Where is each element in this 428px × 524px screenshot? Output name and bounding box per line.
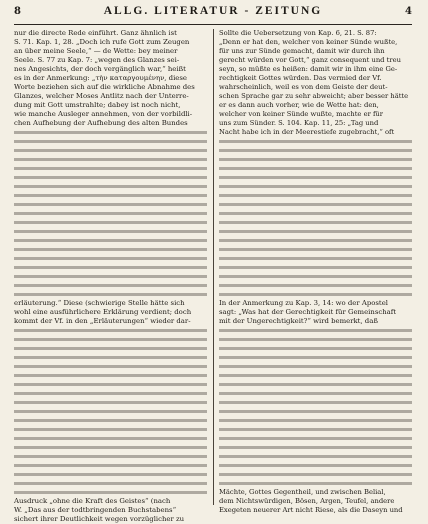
text-line: mit der Ungerechtigkeit?“ wird bemerkt, daß [219, 317, 378, 325]
dense-text-block [14, 128, 207, 299]
text-line: rechtigkeit Gottes würden. Das vermied der Vf. [219, 74, 382, 82]
page-header [14, 5, 412, 21]
running-title: ALLG. LITERATUR - ZEITUNG [103, 5, 323, 17]
text-line: S. 71. Kap. 1, 28. „Doch ich rufe Gott zum Zeugen [14, 38, 190, 46]
text-line: für uns zur Sünde gemacht, damit wir durch ihn [219, 47, 385, 55]
left-column-bottom-text [14, 497, 207, 524]
text-line: gerecht würden vor Gott,“ ganz consequent und treu [219, 56, 401, 64]
text-line: Exegeten neuerer Art nicht Riese, als die Daseyn und [219, 506, 403, 514]
text-line: Seele. S. 77 zu Kap. 7: „wegen des Glanzes sei- [14, 56, 180, 64]
text-line: In der Anmerkung zu Kap. 3, 14: wo der Apostel [219, 299, 388, 307]
dense-text-block [14, 326, 207, 497]
text-line: Sollte die Uebersetzung von Kap. 6, 21. S. 87: [219, 29, 377, 37]
left-column [14, 29, 207, 523]
page-number-left: 8 [14, 6, 21, 17]
right-column-bottom-text [219, 488, 412, 515]
text-line: Glanzes, welcher Moses Antlitz nach der Unterre- [14, 92, 189, 100]
header-divider [14, 24, 412, 25]
text-line: wahrscheinlich, weil es von dem Geiste der deut- [219, 83, 388, 91]
right-column-middle-text [219, 299, 412, 326]
left-column-top-text [14, 29, 207, 128]
dense-text-block [219, 137, 412, 299]
right-column-top-text [219, 29, 412, 137]
text-line: an über meine Seele,“ — de Wette: bey meiner [14, 47, 178, 55]
text-line: wie manche Ausleger annehmen, von der vorbildli- [14, 110, 193, 118]
text-line: dung mit Gott umstrahlte; dabey ist noch nicht, [14, 101, 181, 109]
text-line: sichert ihrer Deutlichkeit wegen vorzüglicher zu [14, 515, 185, 523]
left-column-middle-text [14, 299, 207, 326]
text-line: sagt: „Was hat der Gerechtigkeit für Gemeinschaft [219, 308, 397, 316]
text-line: Mächte, Gottes Gegentheil, und zwischen Belial, [219, 488, 386, 496]
page-number-right: 4 [405, 6, 412, 17]
two-column-body [14, 29, 412, 523]
text-line: „Denn er hat den, welcher von keiner Sünde wußte, [219, 38, 398, 46]
text-line: nes Angesichts, der doch vergänglich war,“ heißt [14, 65, 186, 73]
dense-text-block [219, 326, 412, 488]
text-line: er es dann auch vorher, wie de Wette hat: den, [219, 101, 379, 109]
text-line: nur die directe Rede einführt. Ganz ähnlich ist [14, 29, 177, 37]
text-line: Ausdruck „ohne die Kraft des Geistes“ (nach [14, 497, 171, 505]
text-line: Worte beziehen sich auf die wirkliche Abnahme des [14, 83, 195, 91]
column-divider [213, 29, 214, 505]
text-line: W. „Das aus der todtbringenden Buchstabens“ [14, 506, 177, 514]
text-line: erläuterung.“ Diese (schwierige Stelle hätte sich [14, 299, 185, 307]
text-line: seyn, so müßte es heißen: damit wir in ihm eine Ge- [219, 65, 398, 73]
text-line: schen Sprache gar zu sehr abweicht; aber besser hätte [219, 92, 409, 100]
text-line: wohl eine ausführlichere Erklärung verdient; doch [14, 308, 192, 316]
right-column [219, 29, 412, 514]
text-line: welcher von keiner Sünde wußte, machte er für [219, 110, 384, 118]
text-line: Nacht habe ich in der Meerestiefe zugebracht,“ oft [219, 128, 395, 136]
text-line: dem Nichtswürdigen, Bösen, Argen, Teufel, andere [219, 497, 395, 505]
text-line: chen Aufhebung der Aufhebung des alten Bundes [14, 119, 188, 127]
text-line: es in der Anmerkung: „τὴν καταργουμένην, diese [14, 74, 187, 82]
text-line: kommt der Vf. in den „Erläuterungen“ wieder dar- [14, 317, 191, 325]
text-line: uns zum Sünder. S. 104. Kap. 11, 25: „Tag und [219, 119, 379, 127]
